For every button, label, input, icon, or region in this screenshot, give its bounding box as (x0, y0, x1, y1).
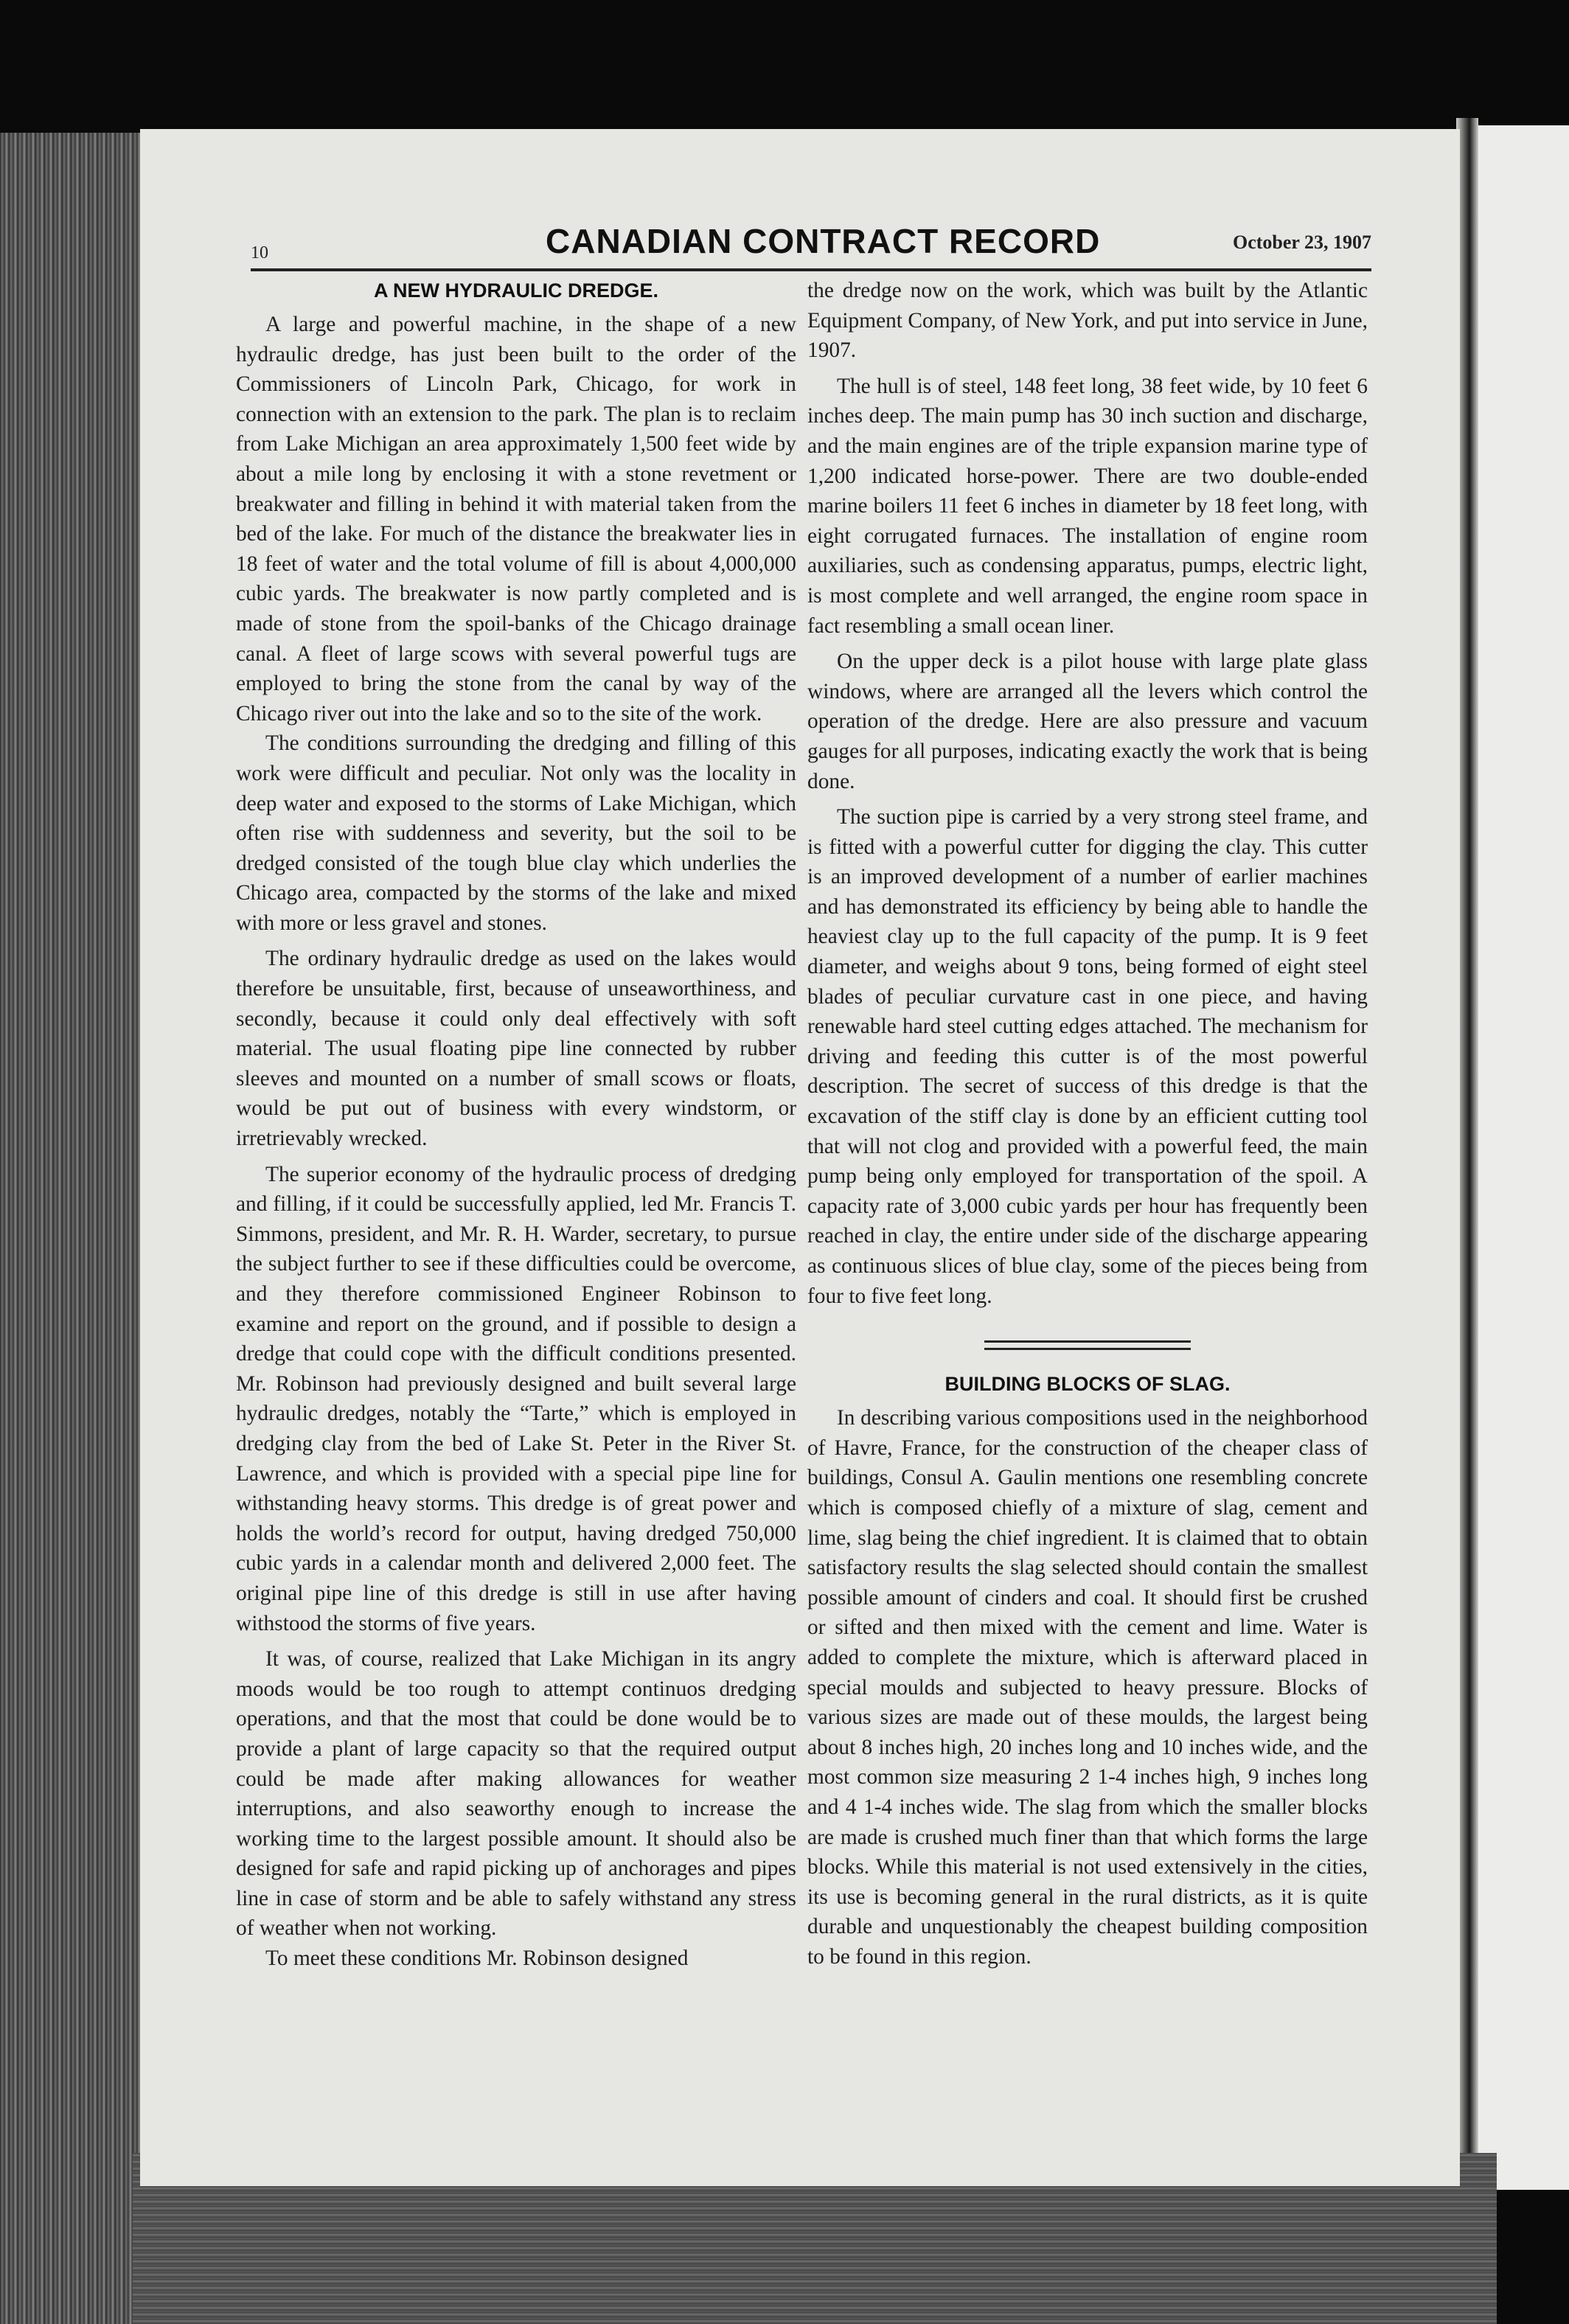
journal-title: CANADIAN CONTRACT RECORD (546, 222, 1101, 260)
section-separator (984, 1340, 1191, 1350)
left-column (236, 276, 796, 1974)
page-header (251, 221, 1371, 265)
paragraph: It was, of course, realized that Lake Michigan in its angry moods would be too rough to attempt continuos dredging operations, and that the most that could be done would be to provide a plant of large capacity so that the required output could be made after making allowances for weather interruptions, and also seaworthy enough to increase the working time to the largest possible amount. It should also be designed for safe and rapid picking up of anchorages and pipes line in case of storm and be able to safely withstand any stress of weather when not working. (236, 1647, 796, 1941)
article-title-slag: BUILDING BLOCKS OF SLAG. (944, 1373, 1231, 1396)
header-rule (251, 268, 1371, 271)
article-title-dredge: A NEW HYDRAULIC DREDGE. (373, 279, 658, 302)
paragraph: To meet these conditions Mr. Robinson designed (265, 1946, 689, 1971)
paragraph: In describing various compositions used in the neighborhood of Havre, France, for the construction of the cheaper class of buildings, Consul A. Gaulin mentions one resembling concrete which is composed chiefly of a mixture of slag, cement and lime, slag being the chief ingredient. It is claimed that to obtain satisfactory results the slag selected should contain the smallest possible amount of cinders and coal. It should first be crushed or sifted and then mixed with the cement and lime. Water is added to complete the mixture, which is afterward placed in special moulds and subjected to heavy pressure. Blocks of various sizes are made out of these moulds, the largest being about 8 inches high, 20 inches long and 10 inches wide, and the most common size measuring 2 1-4 inches high, 9 inches long and 4 1-4 inches wide. The slag from which the smaller blocks are made is crushed much finer than that which forms the large blocks. While this material is not used extensively in the cities, its use is becoming general in the rural districts, as it is quite durable and unquestionably the cheapest building composition to be found in this region. (807, 1406, 1368, 1969)
paragraph: The suction pipe is carried by a very strong steel frame, and is fitted with a powerful cutter for digging the clay. This cutter is an improved development of a number of earlier machines and has demonstrated its efficiency by being able to handle the heaviest clay up to the full capacity of the pump. It is 9 feet diameter, and weighs about 9 tons, being formed of eight steel blades of peculiar curvature cast in one piece, and having renewable hard steel cutting edges attached. The mechanism for driving and feeding this cutter is of the most powerful description. The secret of success of this dredge is that the excavation of the stiff clay is done by an efficient cutting tool that will not clog and provided with a powerful feed, the main pump being only employed for transportation of the spoil. A capacity rate of 3,000 cubic yards per hour has frequently been reached in clay, the entire under side of the discharge appearing as continuous slices of blue clay, some of the pieces being from four to five feet long. (807, 805, 1368, 1308)
page-number: 10 (251, 243, 268, 262)
paragraph: the dredge now on the work, which was built by the Atlantic Equipment Company, of New York, and put into service in June, 1907. (807, 279, 1368, 363)
paragraph: The hull is of steel, 148 feet long, 38 feet wide, by 10 feet 6 inches deep. The main pump has 30 inch suction and discharge, and the main engines are of the triple expansion marine type of 1,200 indicated horse-power. There are two double-ended marine boilers 11 feet 6 inches in diameter by 18 feet long, with eight corrugated furnaces. The installation of engine room auxiliaries, such as condensing apparatus, pumps, electric light, is most complete and well arranged, the engine room space in fact resembling a small ocean liner. (807, 374, 1368, 638)
paragraph: A large and powerful machine, in the shape of a new hydraulic dredge, has just been built to the order of the Commissioners of Lincoln Park, Chicago, for work in connection with an extension to the park. The plan is to reclaim from Lake Michigan an area approximately 1,500 feet wide by about a mile long by enclosing it with a stone revetment or breakwater and filling in behind it with material taken from the bed of the lake. For much of the distance the breakwater lies in 18 feet of water and the total volume of fill is about 4,000,000 cubic yards. The breakwater is now partly completed and is made of stone from the spoil-banks of the Chicago drainage canal. A fleet of large scows with several powerful tugs are employed to bring the stone from the canal by way of the Chicago river out into the lake and so to the site of the work. (236, 313, 796, 726)
paragraph: The conditions surrounding the dredging and filling of this work were difficult and peculiar. Not only was the locality in deep water and exposed to the storms of Lake Michigan, which often rise with suddenness and severity, but the soil to be dredged consisted of the tough blue clay which underlies the Chicago area, compacted by the storms of the lake and mixed with more or less gravel and stones. (236, 731, 796, 935)
issue-date: October 23, 1907 (1233, 232, 1371, 253)
right-column (807, 276, 1368, 1972)
paragraph: On the upper deck is a pilot house with large plate glass windows, where are arranged all the levers which control the operation of the dredge. Here are also pressure and vacuum gauges for all purposes, indicating exactly the work that is being done. (807, 650, 1368, 793)
paragraph: The ordinary hydraulic dredge as used on the lakes would therefore be unsuitable, first, because of unseaworthiness, and secondly, because it could only deal effectively with soft material. The usual floating pipe line connected by rubber sleeves and mounted on a number of small scows or floats, would be put out of business with every windstorm, or irretrievably wrecked. (236, 947, 796, 1151)
paragraph: The superior economy of the hydraulic process of dredging and filling, if it could be successfully applied, led Mr. Francis T. Simmons, president, and Mr. R. H. Warder, secretary, to pursue the subject further to see if these difficulties could be overcome, and they therefore commissioned Engineer Robinson to examine and report on the ground, and if possible to design a dredge that could cope with the difficult conditions presented. Mr. Robinson had previously designed and built several large hydraulic dredges, notably the “Tarte,” which is employed in dredging clay from the bed of Lake St. Peter in the River St. Lawrence, and which is provided with a special pipe line for withstanding heavy storms. This dredge is of great power and holds the world’s record for output, having dredged 750,000 cubic yards in a calendar month and delivered 2,000 feet. The original pipe line of this dredge is still in use after having withstood the storms of five years. (236, 1162, 796, 1635)
facing-page (1475, 125, 1569, 2190)
